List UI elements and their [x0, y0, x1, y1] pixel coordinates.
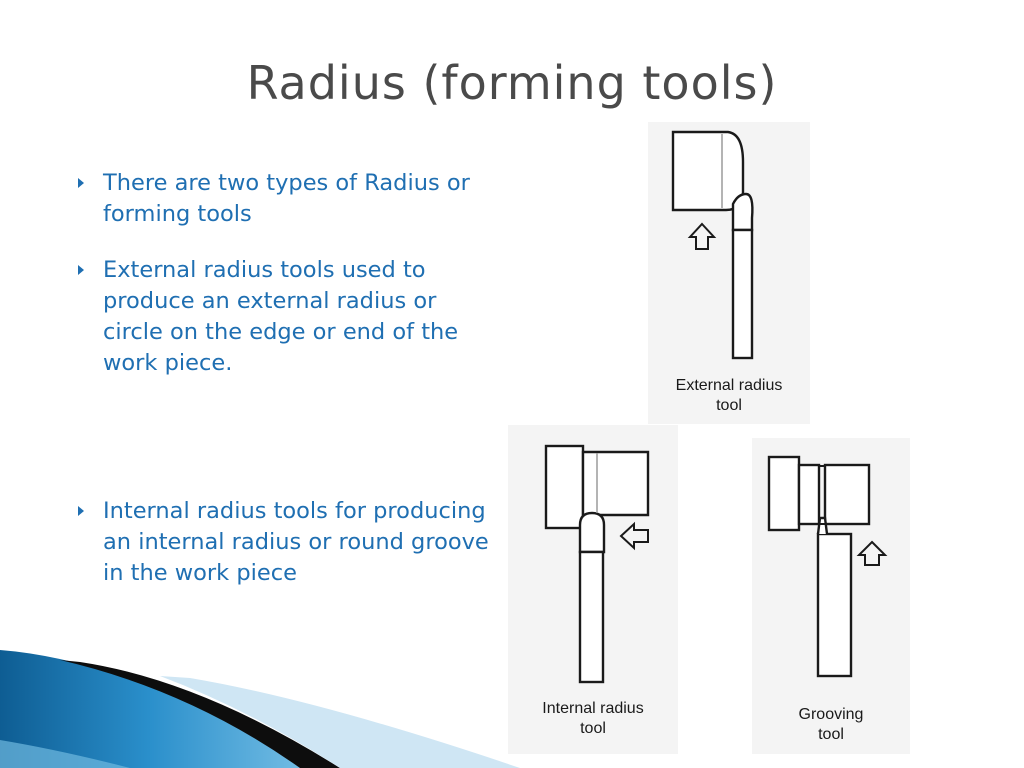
bullet-item [78, 496, 498, 589]
triangle-bullet-icon [78, 178, 84, 188]
triangle-bullet-icon [78, 506, 84, 516]
slide-title: Radius (forming tools) [246, 56, 778, 110]
triangle-bullet-icon [78, 265, 84, 275]
outline-arrow-icon [621, 524, 648, 548]
bullet-list [78, 168, 498, 589]
decorative-wave [0, 640, 1024, 768]
outline-arrow-icon [859, 542, 885, 565]
outline-arrow-icon [690, 224, 714, 249]
bullet-text: Internal radius tools for producing an internal radius or round groove in the work piece [103, 498, 489, 586]
bullet-text: There are two types of Radius or forming tools [103, 170, 470, 227]
external-radius-tool-figure [648, 122, 810, 424]
external-radius-tool-caption: External radius tool [675, 377, 783, 414]
bullet-item [78, 168, 498, 230]
internal-radius-tool-caption: Internal radius tool [542, 700, 644, 737]
grooving-tool-caption: Grooving tool [798, 706, 864, 743]
bullet-text: External radius tools used to produce an external radius or circle on the edge or end of the work piece. [103, 257, 459, 376]
bullet-item [78, 255, 498, 379]
